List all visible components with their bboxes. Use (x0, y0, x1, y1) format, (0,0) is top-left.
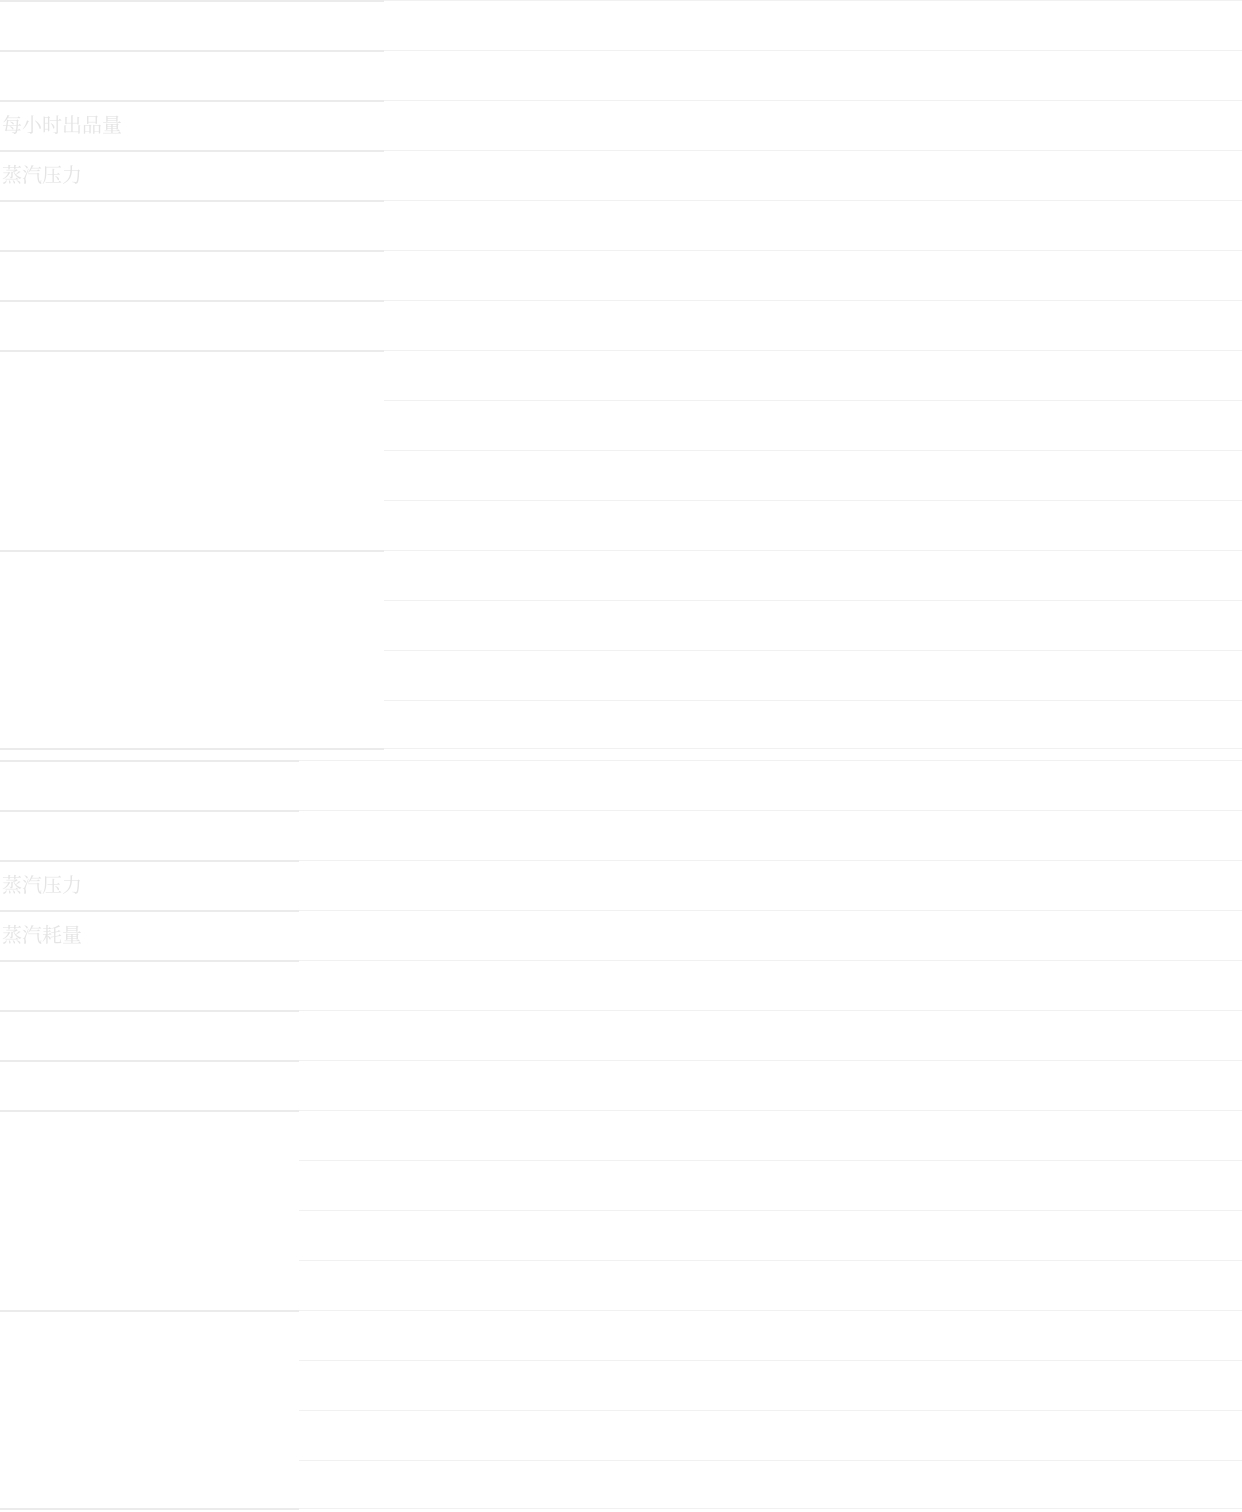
spec-row (0, 760, 1242, 810)
spec-key (0, 0, 2, 50)
rule-left (0, 1508, 299, 1510)
spec-value (384, 600, 1242, 650)
rule-right (299, 1508, 1242, 1509)
spec-value (384, 300, 1242, 350)
spec-row-group (0, 1110, 1242, 1310)
spec-row (0, 200, 1242, 250)
spec-key (0, 960, 2, 1010)
spec-key: 蒸汽压力 (2, 163, 82, 187)
spec-key (0, 1010, 2, 1060)
spec-value (384, 150, 1242, 200)
rule-left (0, 748, 384, 750)
spec-value (384, 550, 1242, 600)
spec-value (384, 200, 1242, 250)
spec-key (0, 550, 2, 600)
spec-key: 蒸汽耗量 (2, 923, 82, 947)
spec-row (0, 250, 1242, 300)
table-bottom-rule (0, 748, 1242, 750)
spec-key (0, 1060, 2, 1110)
spec-row (0, 810, 1242, 860)
spec-value (299, 1310, 1242, 1360)
spec-row (0, 1010, 1242, 1060)
rule-right (384, 748, 1242, 749)
spec-value (384, 100, 1242, 150)
spec-value (384, 650, 1242, 700)
spec-table-primary (0, 0, 1242, 750)
spec-value (384, 450, 1242, 500)
spec-value (299, 810, 1242, 860)
spec-row (0, 0, 1242, 50)
spec-key (0, 760, 2, 810)
spec-row (0, 960, 1242, 1010)
spec-value (299, 1360, 1242, 1410)
spec-key (0, 350, 2, 400)
spec-value (384, 400, 1242, 450)
spec-value (384, 250, 1242, 300)
spec-row (0, 300, 1242, 350)
spec-value (384, 500, 1242, 550)
spec-row (0, 1060, 1242, 1110)
spec-key (0, 300, 2, 350)
spec-key (0, 810, 2, 860)
spec-row-group (0, 1310, 1242, 1510)
spec-value (299, 960, 1242, 1010)
spec-row (0, 150, 1242, 200)
spec-value (299, 1160, 1242, 1210)
spec-key (0, 200, 2, 250)
spec-row-group (0, 350, 1242, 550)
spec-key (0, 50, 2, 100)
spec-value (299, 910, 1242, 960)
spec-key: 每小时出品量 (2, 113, 122, 137)
spec-key (0, 1310, 2, 1360)
spec-value (299, 1010, 1242, 1060)
spec-value (384, 0, 1242, 50)
spec-value (384, 350, 1242, 400)
spec-value (384, 50, 1242, 100)
spec-value (384, 700, 1242, 750)
spec-value (299, 1060, 1242, 1110)
spec-row (0, 860, 1242, 910)
spec-value (299, 1410, 1242, 1460)
spec-value (299, 860, 1242, 910)
spec-row (0, 910, 1242, 960)
spec-value (299, 1210, 1242, 1260)
spec-value (299, 1110, 1242, 1160)
spec-value (299, 1460, 1242, 1510)
spec-row (0, 100, 1242, 150)
spec-key (0, 1110, 2, 1160)
spec-value (299, 1260, 1242, 1310)
spec-key: 蒸汽压力 (2, 873, 82, 897)
spec-row-group (0, 550, 1242, 750)
spec-value (299, 760, 1242, 810)
table-bottom-rule (0, 1508, 1242, 1510)
spec-key (0, 250, 2, 300)
spec-table-secondary (0, 760, 1242, 1510)
spec-row (0, 50, 1242, 100)
